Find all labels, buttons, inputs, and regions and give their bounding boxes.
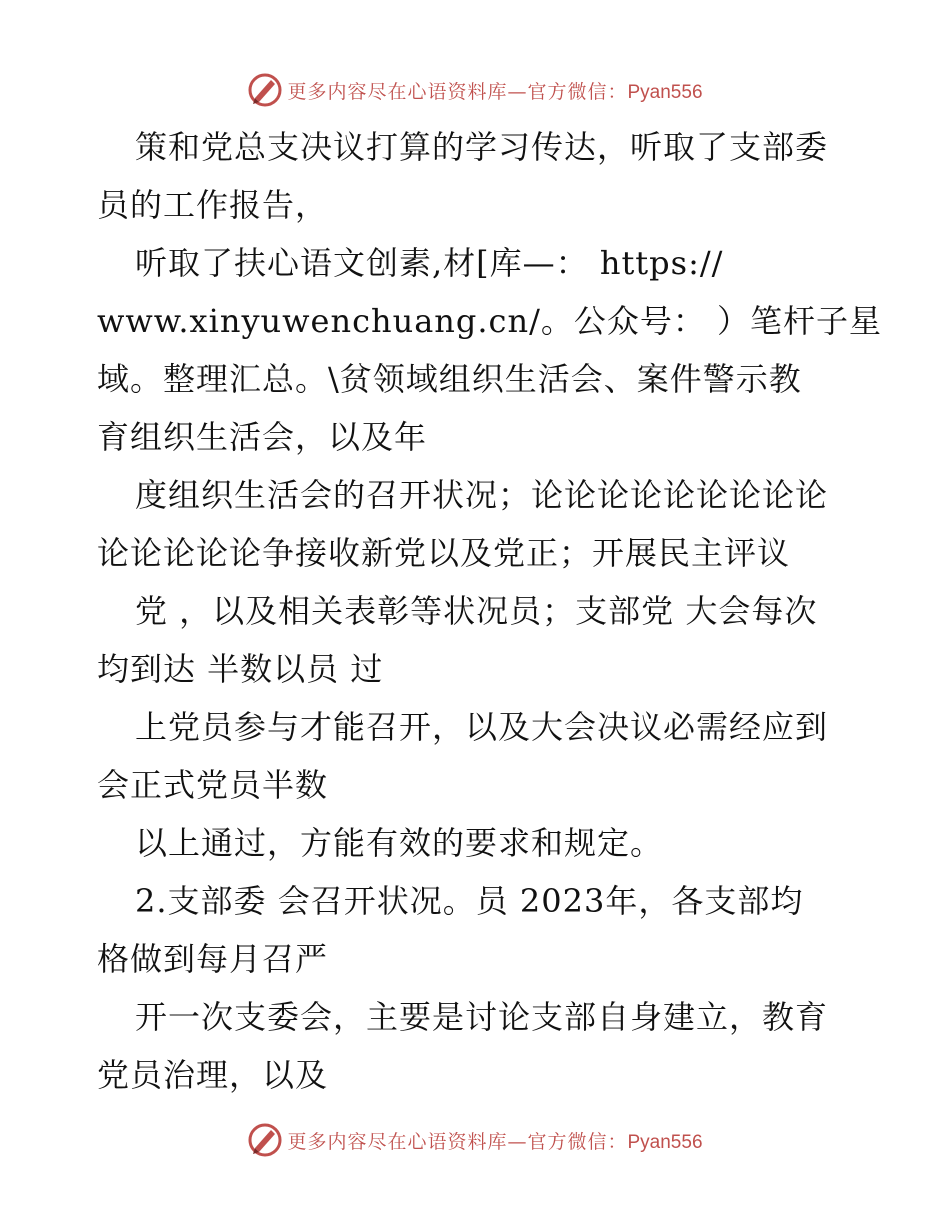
document-body — [97, 118, 883, 1104]
body-line: 员的工作报告， — [97, 186, 329, 224]
body-line: 均到达 半数以员 过 — [97, 650, 384, 688]
header-banner — [0, 70, 950, 110]
body-line: 党员治理，以及 — [97, 1056, 329, 1094]
body-line: 开一次支委会，主要是讨论支部自身建立，教育 — [135, 998, 829, 1036]
body-line: 党 ，以及相关表彰等状况员；支部党 大会每次 — [135, 592, 818, 630]
header-banner-text: 更多内容尽在心语资料库—官方微信： — [287, 80, 628, 103]
pen-logo-icon — [247, 1122, 283, 1158]
footer-banner — [0, 1120, 950, 1160]
body-line: 策和党总支决议打算的学习传达，听取了支部委 — [135, 128, 829, 166]
pen-logo-icon — [247, 72, 283, 108]
body-line: 以上通过，方能有效的要求和规定。 — [135, 824, 664, 862]
body-line: 会正式党员半数 — [97, 766, 329, 804]
body-line: 域。整理汇总。\贫领域组织生活会、案件警示教 — [97, 360, 802, 398]
body-line: 度组织生活会的召开状况；论论论论论论论论论 — [135, 476, 829, 514]
body-line: 育组织生活会，以及年 — [97, 418, 428, 456]
body-line: 2.支部委 会召开状况。员 2023年，各支部均 — [135, 882, 804, 920]
footer-wechat-id: Pyan556 — [627, 1131, 703, 1153]
body-line: 听取了扶心语文创素,材[库—： https:// — [135, 244, 724, 282]
body-line: www.xinyuwenchuang.cn/。公众号： ）笔杆子星 — [97, 302, 883, 340]
body-line: 格做到每月召严 — [97, 940, 329, 978]
header-wechat-id: Pyan556 — [627, 81, 703, 103]
footer-banner-text: 更多内容尽在心语资料库—官方微信： — [287, 1130, 628, 1153]
body-line: 论论论论论争接收新党以及党正；开展民主评议 — [97, 534, 791, 572]
body-line: 上党员参与才能召开，以及大会决议必需经应到 — [135, 708, 829, 746]
